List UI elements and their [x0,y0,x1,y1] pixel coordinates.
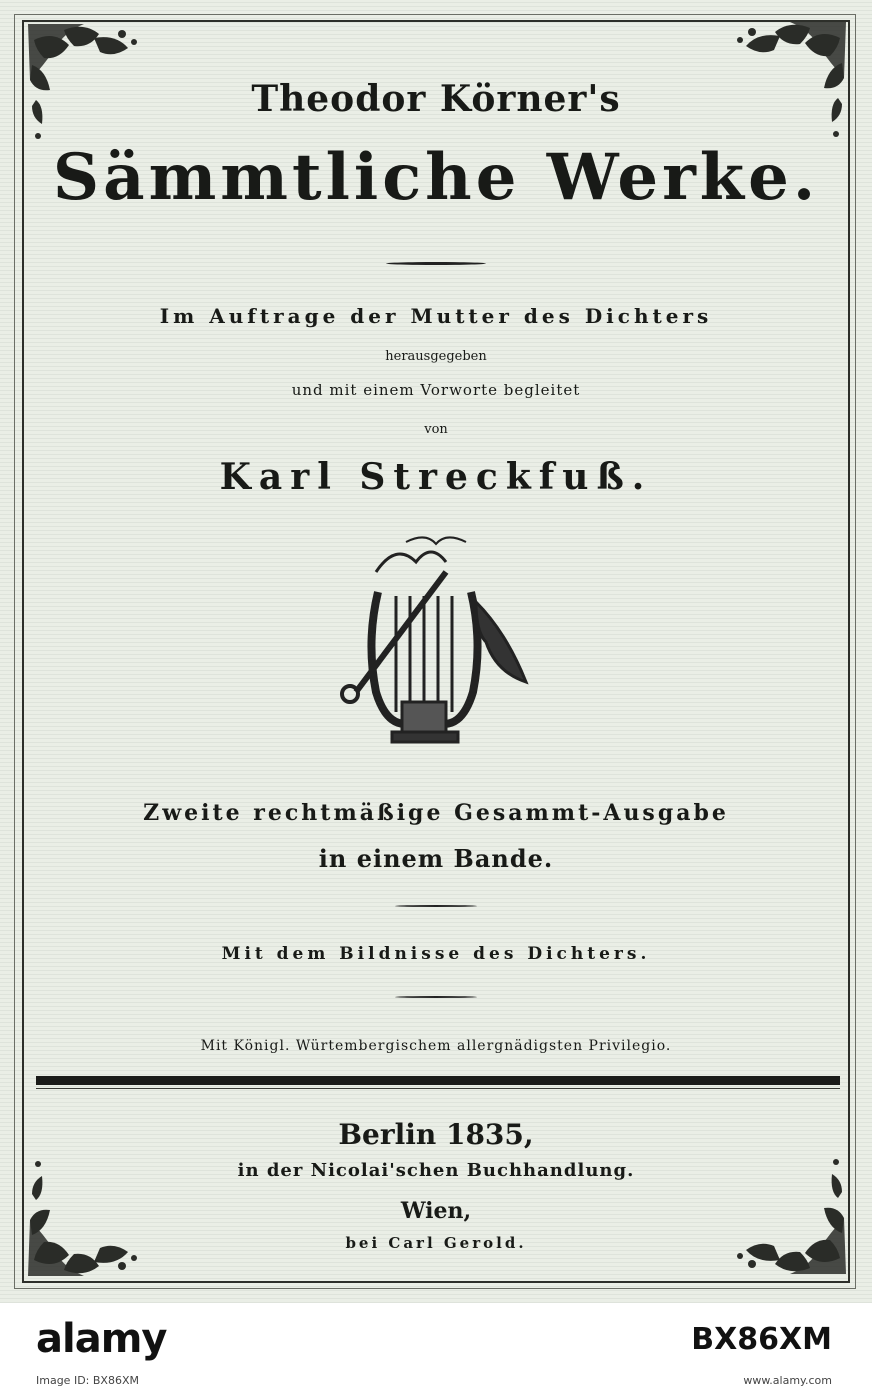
page-title: Sämmtliche Werke. [52,140,820,215]
subtitle-edited: herausgegeben [385,349,487,364]
imprint-place-2: Wien, [400,1198,472,1224]
imprint-publisher-2: bei Carl Gerold. [345,1234,527,1252]
decorative-rule [386,262,486,265]
portrait-note: Mit dem Bildnisse des Dichters. [221,944,651,964]
title-author-name: Theodor Körner's [251,78,621,120]
subtitle-commission: Im Auftrage der Mutter des Dichters [159,304,713,328]
decorative-rule [395,996,477,998]
privilege-note: Mit Königl. Würtembergischem allergnädigsten Privilegio. [200,1038,672,1054]
lyre-sword-icon [336,532,538,746]
decorative-rule [395,905,477,907]
stock-image-id: Image ID: BX86XM [36,1374,139,1387]
stock-logo: alamy [36,1316,167,1362]
subtitle-by: von [424,422,448,437]
imprint-place-year: Berlin 1835, [338,1118,534,1151]
edition-statement: Zweite rechtmäßige Gesammt-Ausgabe [143,800,729,826]
stock-image-code: BX86XM [691,1322,832,1357]
edition-volume: in einem Bande. [318,844,554,873]
divider-rule [36,1076,840,1085]
subtitle-foreword: und mit einem Vorworte begleitet [291,381,581,399]
imprint-publisher: in der Nicolai'schen Buchhandlung. [237,1160,635,1181]
stock-url: www.alamy.com [743,1374,832,1387]
divider-rule-thin [36,1088,840,1089]
editor-name: Karl Streckfuß. [219,456,653,498]
